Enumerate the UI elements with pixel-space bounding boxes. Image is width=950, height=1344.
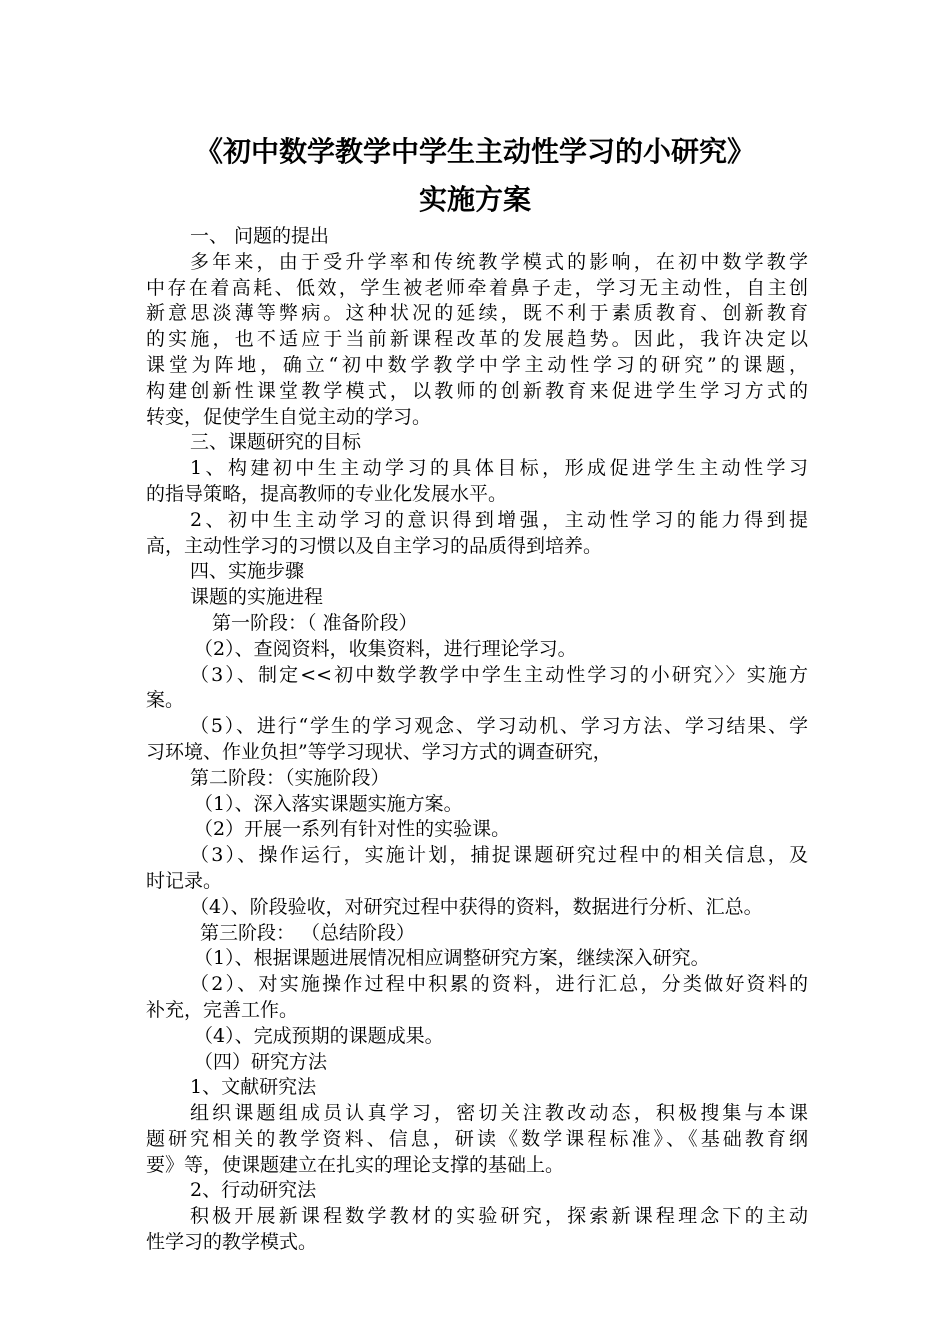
- list-item: （4）、阶段验收，对研究过程中获得的资料，数据进行分析、汇总。: [190, 895, 763, 918]
- list-item-continuation: 时记录。: [146, 869, 223, 892]
- list-item: （1）、根据课题进展情况相应调整研究方案，继续深入研究。: [194, 947, 710, 970]
- stage-heading: 第一阶段：（ 准备阶段）: [212, 611, 418, 634]
- paragraph-line: 2、初中生主动学习的意识得到增强，主动性学习的能力得到提: [190, 508, 808, 531]
- list-item-continuation: 习环境、作业负担”等学习现状、学习方式的调查研究，: [146, 740, 612, 763]
- list-item: （3）、制定<<初中数学教学中学生主动性学习的小研究〉〉实施方: [190, 663, 808, 686]
- list-item-continuation: 补充，完善工作。: [146, 998, 299, 1021]
- paragraph-line: 多年来，由于受升学率和传统教学模式的影响，在初中数学教学: [190, 250, 808, 273]
- paragraph-line: 1、构建初中生主动学习的具体目标，形成促进学生主动性学习: [190, 457, 808, 480]
- paragraph-line: 的实施，也不适应于当前新课程改革的发展趋势。因此，我许决定以: [146, 328, 808, 351]
- list-item: （5）、进行“学生的学习观念、学习动机、学习方法、学习结果、学: [190, 715, 808, 738]
- subheading: 课题的实施进程: [190, 586, 324, 609]
- section-heading: 三、课题研究的目标: [190, 431, 362, 454]
- subheading: 1、文献研究法: [190, 1076, 317, 1099]
- paragraph-line: 性学习的教学模式。: [146, 1231, 318, 1254]
- list-item-continuation: 案。: [146, 689, 185, 712]
- stage-heading: 第三阶段： （总结阶段）: [200, 921, 416, 944]
- paragraph-line: 要》等，使课题建立在扎实的理论支撑的基础上。: [146, 1153, 565, 1176]
- paragraph-line: 课堂为阵地，确立“初中数学教学中学主动性学习的研究”的课题，: [146, 353, 808, 376]
- stage-heading: 第二阶段：（实施阶段）: [190, 766, 390, 789]
- paragraph-line: 构建创新性课堂教学模式，以教师的创新教育来促进学生学习方式的: [146, 379, 808, 402]
- document-title: 《初中数学教学中学生主动性学习的小研究》: [194, 135, 755, 168]
- paragraph-line: 新意思淡薄等弊病。这种状况的延续，既不利于素质教育、创新教育: [146, 302, 808, 325]
- paragraph-line: 题研究相关的教学资料、信息，研读《数学课程标准》、《基础教育纲: [146, 1127, 808, 1150]
- list-item: （2）、对实施操作过程中积累的资料，进行汇总，分类做好资料的: [190, 973, 808, 996]
- list-item: （4）、完成预期的课题成果。: [194, 1024, 444, 1047]
- paragraph-line: 组织课题组成员认真学习，密切关注教改动态，积极搜集与本课: [190, 1102, 808, 1125]
- list-item: （3）、操作运行，实施计划，捕捉课题研究过程中的相关信息，及: [190, 844, 808, 867]
- list-item: （1）、深入落实课题实施方案。: [194, 792, 463, 815]
- list-item: （2）开展一系列有针对性的实验课。: [194, 818, 511, 841]
- paragraph-line: 转变，促使学生自觉主动的学习。: [146, 405, 432, 428]
- document-subtitle: 实施方案: [418, 183, 531, 216]
- paragraph-line: 中存在着高耗、低效，学生被老师牵着鼻子走，学习无主动性，自主创: [146, 276, 808, 299]
- document-body: [146, 224, 808, 1256]
- subheading: 2、行动研究法: [190, 1179, 317, 1202]
- paragraph-line: 的指导策略，提高教师的专业化发展水平。: [146, 482, 508, 505]
- paragraph-line: 积极开展新课程数学教材的实验研究，探索新课程理念下的主动: [190, 1205, 808, 1228]
- paragraph-line: 高，主动性学习的习惯以及自主学习的品质得到培养。: [146, 534, 603, 557]
- section-heading: 一、 问题的提出: [190, 225, 330, 247]
- section-heading: 四、实施步骤: [190, 560, 305, 583]
- section-heading: （四）研究方法: [194, 1050, 328, 1073]
- list-item: （2）、查阅资料，收集资料，进行理论学习。: [194, 637, 577, 660]
